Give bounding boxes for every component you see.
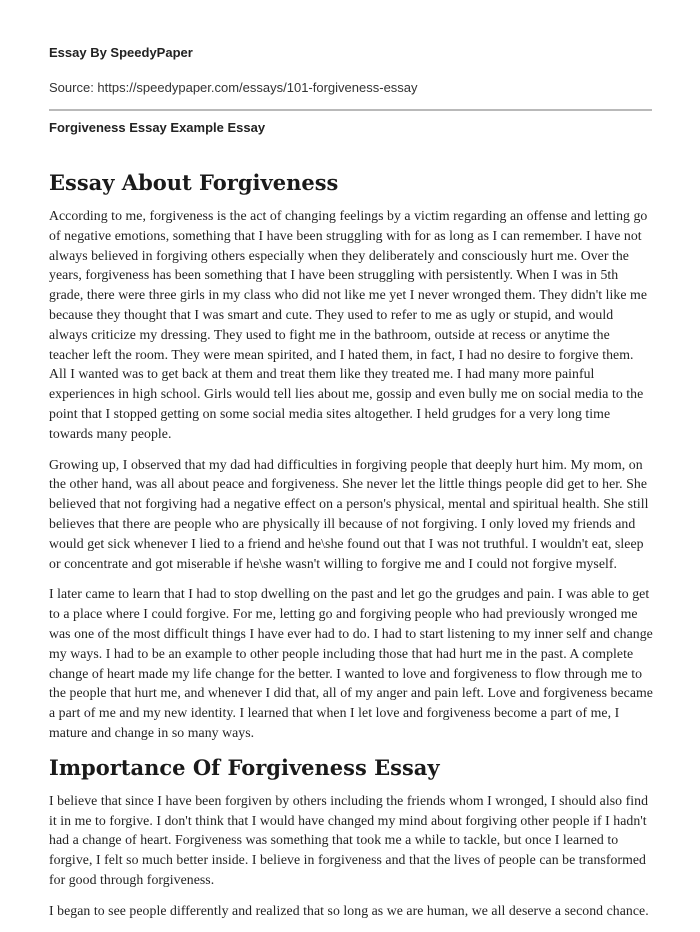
essay-paragraph: According to me, forgiveness is the act of changing feelings by a victim regarding an offense and letting go of negative emotions, something that I have been struggling with for as long as I can remember. I have not always believed in forgiving others especially when they deliberately and consciously hurt me. Over the years, forgiveness has been something that I have been struggling with persistently. When I was in 5th grade, there were three girls in my class who did not like me yet I never wronged them. They didn't like me because they thought that I was smart and cute. They used to refer to me as ugly or stupid, and would always criticize my dressing. They used to fight me in the bathroom, outside at recess or anytime the teacher left the room. They were mean spirited, and I hated them, in fact, I had no desire to forgive them. All I wanted was to get back at them and treat them like they treated me. I had many more painful experiences in high school. Girls would tell lies about me, gossip and even bully me on social media to the point that I stopped getting on some social media sites altogether. I held grudges for a very long time towards many people. bbox=[49, 208, 648, 441]
essay-paragraph: Growing up, I observed that my dad had difficulties in forgiving people that deeply hurt him. My mom, on the other hand, was all about peace and forgiveness. She never let the little things people did get to her. She believed that not forgiving had a negative effect on a person's physical, mental and spiritual health. She still believes that there are people who are physically ill because of not forgiving. I only loved my friends and would get sick whenever I lied to a friend and he\she found out that I was not truthful. I wouldn't eat, sleep or concentrate and got miserable if he\she wasn't willing to forgive me and I could not forgive myself. bbox=[49, 456, 649, 571]
section-heading: Importance Of Forgiveness Essay bbox=[49, 754, 440, 780]
essay-paragraph: I began to see people differently and realized that so long as we are human, we all deserve a second chance. bbox=[49, 902, 649, 918]
document-title: Forgiveness Essay Example Essay bbox=[49, 120, 266, 135]
essay-paragraph: I believe that since I have been forgiven by others including the friends whom I wronged, I should also find it in me to forgive. I don't think that I would have changed my mind about forgiving other people if I hadn't had a change of heart. Forgiveness was something that took me a while to tackle, but once I learned to forgive, I felt so much better inside. I believe in forgiveness and that the lives of people can be transformed for good through forgiveness. bbox=[49, 792, 649, 887]
brand-title: Essay By SpeedyPaper bbox=[49, 45, 193, 60]
source-line: Source: https://speedypaper.com/essays/101-forgiveness-essay bbox=[49, 80, 418, 95]
header-divider bbox=[49, 109, 652, 111]
essay-body bbox=[49, 168, 653, 932]
essay-heading: Essay About Forgiveness bbox=[49, 170, 339, 195]
essay-paragraph: I later came to learn that I had to stop dwelling on the past and let go the grudges and pain. I was able to get to a place where I could forgive. For me, letting go and forgiving people who had previously wronged me was one of the most difficult things I have ever had to do. I had to start listening to my inner self and change my ways. I had to be an example to other people including those that had hurt me in the past. A complete change of heart made my life change for the better. I wanted to love and forgiveness to flow through me to the people that hurt me, and whenever I did that, all of my anger and pain left. Love and forgiveness became a part of me and my new identity. I learned that when I let love and forgiveness become a part of me, I mature and change in so many ways. bbox=[49, 586, 653, 740]
